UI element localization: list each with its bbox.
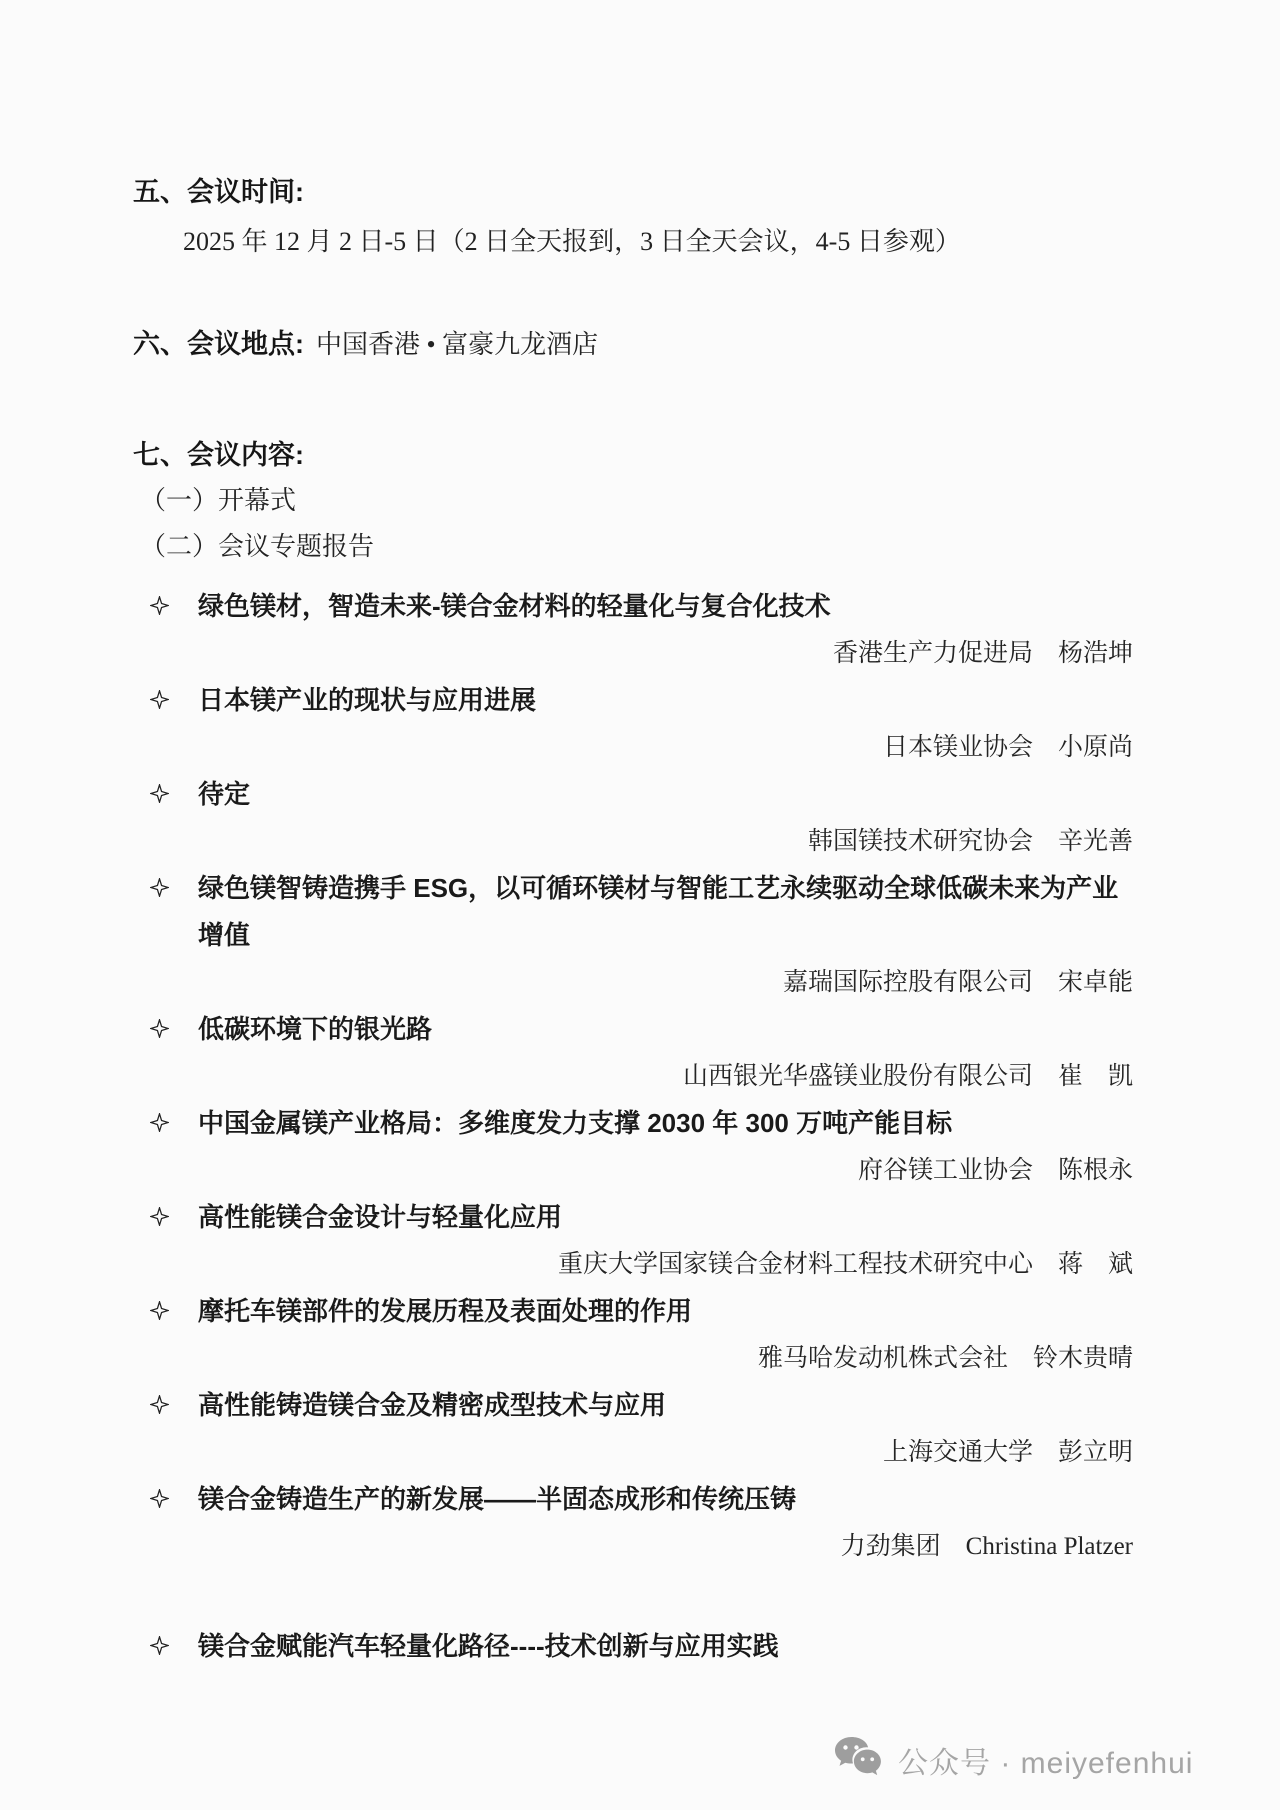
report-speaker: 重庆大学国家镁合金材料工程技术研究中心 蒋 斌	[557, 1251, 1133, 1278]
diamond-bullet-icon	[150, 1019, 169, 1038]
watermark-label: 公众号 · meiyefenhui	[898, 1746, 1194, 1780]
report-title: 日本镁产业的现状与应用进展	[198, 685, 537, 715]
report-title: 镁合金赋能汽车轻量化路径----技术创新与应用实践	[198, 1631, 779, 1661]
report-item	[133, 583, 1143, 677]
report-item	[133, 677, 1143, 771]
report-item	[133, 1382, 1143, 1476]
wechat-icon	[834, 1736, 884, 1783]
report-item	[133, 1476, 1143, 1570]
section-venue	[133, 322, 598, 361]
report-speaker: 雅马哈发动机株式会社 铃木贵晴	[757, 1345, 1133, 1372]
report-title: 镁合金铸造生产的新发展——半固态成形和传统压铸	[198, 1484, 797, 1514]
diamond-bullet-icon	[150, 1636, 169, 1655]
report-title: 摩托车镁部件的发展历程及表面处理的作用	[198, 1296, 693, 1326]
report-item	[133, 1100, 1143, 1194]
report-title: 绿色镁材，智造未来-镁合金材料的轻量化与复合化技术	[198, 591, 831, 621]
diamond-bullet-icon	[150, 1489, 169, 1508]
section-time-body: 2025 年 12 月 2 日-5 日（2 日全天报到，3 日全天会议，4-5 日参观）	[183, 227, 961, 256]
section-content-heading: 七、会议内容:	[133, 440, 304, 470]
report-title: 低碳环境下的银光路	[198, 1014, 433, 1044]
diamond-bullet-icon	[150, 1113, 169, 1132]
report-item	[133, 771, 1143, 865]
report-speaker: 香港生产力促进局 杨浩坤	[832, 640, 1133, 667]
report-speaker: 山西银光华盛镁业股份有限公司 崔 凯	[682, 1063, 1133, 1090]
report-speaker: 日本镁业协会 小原尚	[882, 734, 1133, 761]
report-title: 高性能铸造镁合金及精密成型技术与应用	[198, 1390, 667, 1420]
section-content-sub-reports: （二）会议专题报告	[140, 532, 375, 561]
section-content-sub-opening: （一）开幕式	[140, 486, 297, 515]
diamond-bullet-icon	[150, 596, 169, 615]
report-speaker: 嘉瑞国际控股有限公司 宋卓能	[782, 969, 1133, 996]
report-item	[133, 865, 1143, 1006]
report-list	[133, 583, 1143, 1670]
report-title: 中国金属镁产业格局：多维度发力支撑 2030 年 300 万吨产能目标	[198, 1108, 953, 1138]
diamond-bullet-icon	[150, 1395, 169, 1414]
report-item	[133, 1194, 1143, 1288]
section-venue-heading: 六、会议地点:	[133, 329, 304, 359]
report-item	[133, 1623, 1143, 1670]
diamond-bullet-icon	[150, 1207, 169, 1226]
diamond-bullet-icon	[150, 878, 169, 897]
diamond-bullet-icon	[150, 1301, 169, 1320]
report-speaker: 力劲集团 Christina Platzer	[840, 1533, 1133, 1560]
diamond-bullet-icon	[150, 690, 169, 709]
section-venue-body: 中国香港 • 富豪九龙酒店	[316, 330, 599, 359]
report-speaker: 韩国镁技术研究协会 辛光善	[807, 828, 1133, 855]
report-title: 高性能镁合金设计与轻量化应用	[198, 1202, 563, 1232]
section-time-heading: 五、会议时间:	[133, 177, 304, 207]
wechat-watermark	[834, 1736, 1193, 1783]
report-title: 绿色镁智铸造携手 ESG，以可循环镁材与智能工艺永续驱动全球低碳未来为产业增值	[198, 873, 1119, 950]
report-item	[133, 1006, 1143, 1100]
report-title: 待定	[198, 779, 251, 809]
report-item	[133, 1288, 1143, 1382]
diamond-bullet-icon	[150, 784, 169, 803]
report-speaker: 府谷镁工业协会 陈根永	[857, 1157, 1133, 1184]
report-speaker: 上海交通大学 彭立明	[882, 1439, 1133, 1466]
